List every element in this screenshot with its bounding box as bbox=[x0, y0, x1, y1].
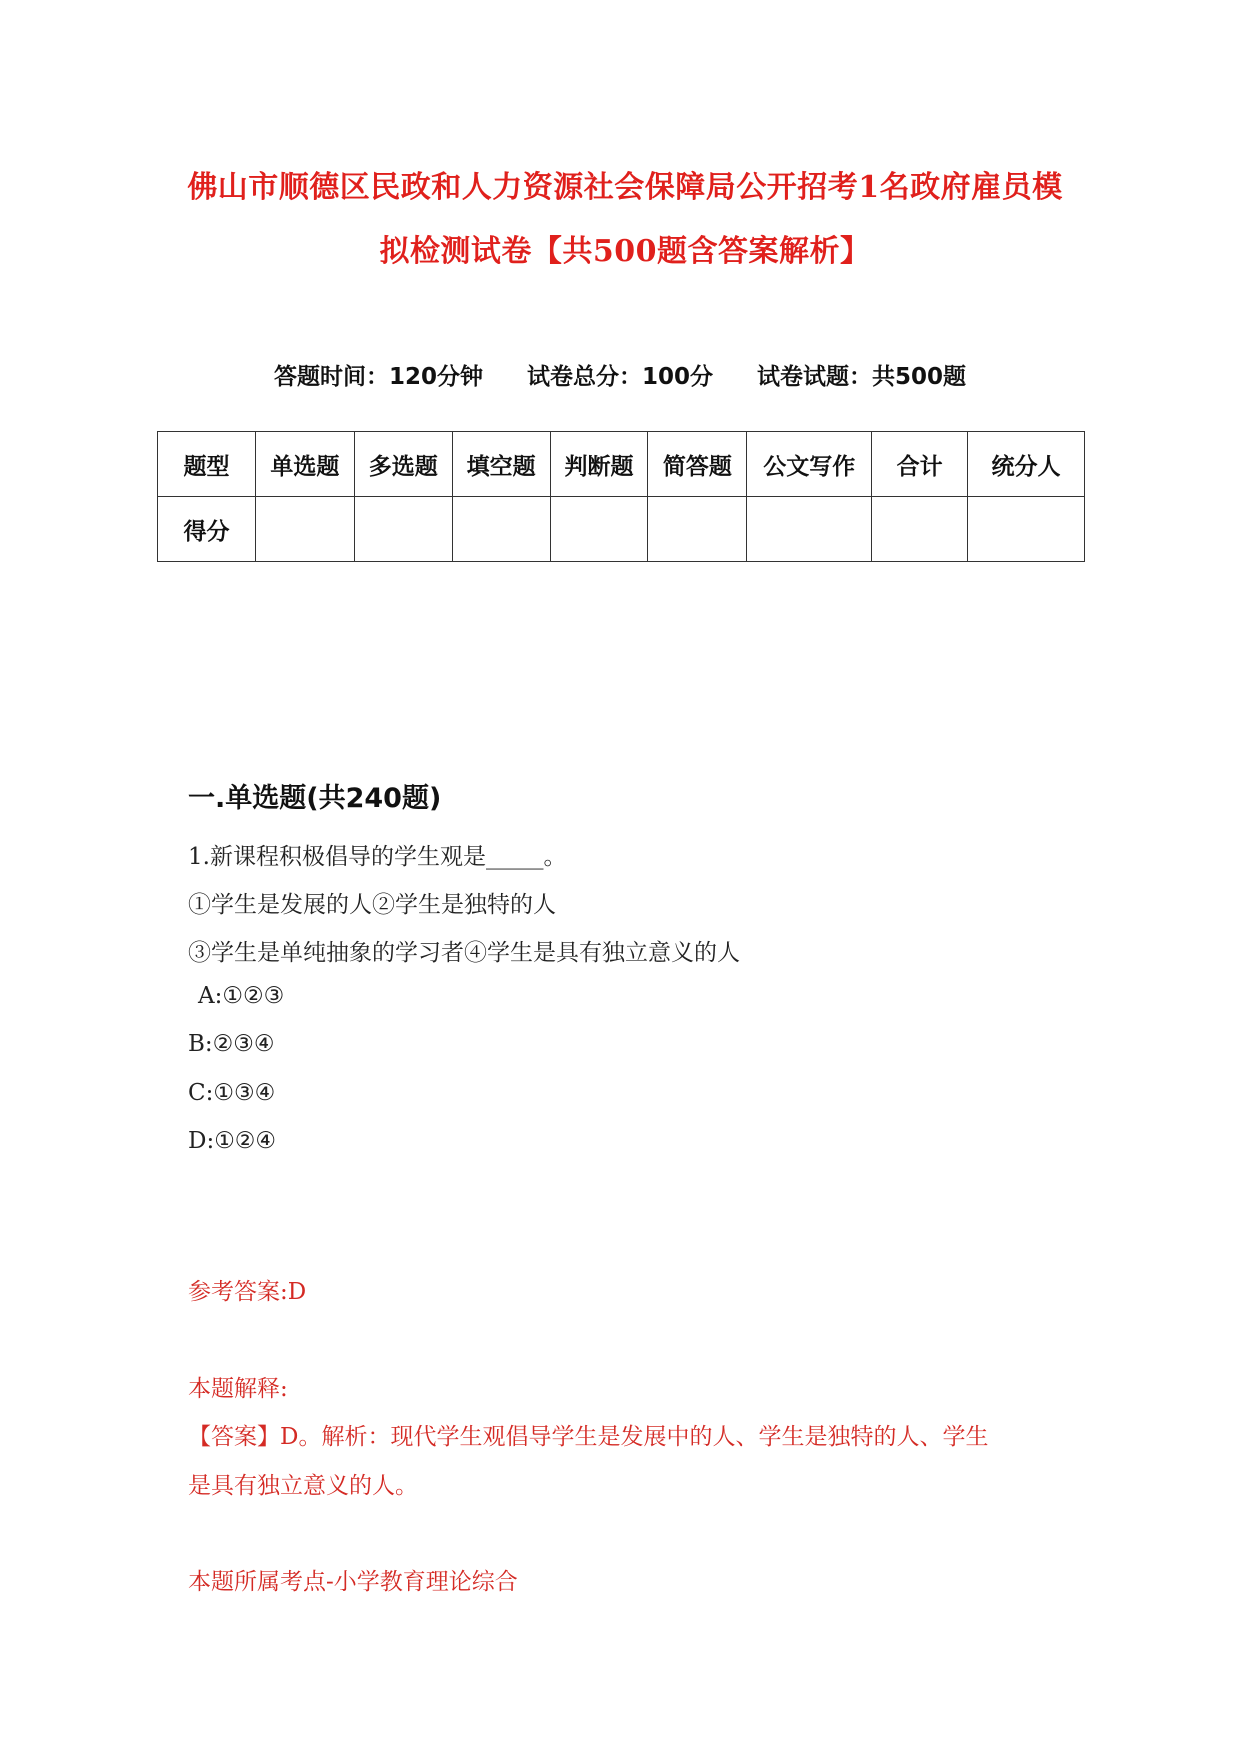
question-statement-1: ①学生是发展的人②学生是独特的人 bbox=[188, 892, 556, 918]
score-cell bbox=[872, 497, 968, 562]
score-row-label: 得分 bbox=[158, 497, 256, 562]
explanation-line-2: 是具有独立意义的人。 bbox=[188, 1473, 418, 1499]
score-cell bbox=[255, 497, 354, 562]
exam-info bbox=[0, 358, 1240, 391]
score-table-header-row bbox=[158, 432, 1085, 497]
document-title-line-1: 佛山市顺德区民政和人力资源社会保障局公开招考1名政府雇员模 bbox=[187, 170, 1063, 205]
score-cell bbox=[968, 497, 1085, 562]
option-d: D:①②④ bbox=[188, 1128, 277, 1154]
reference-answer: 参考答案:D bbox=[188, 1279, 307, 1305]
explanation-line-1: 【答案】D。解析：现代学生观倡导学生是发展中的人、学生是独特的人、学生 bbox=[188, 1424, 989, 1450]
option-a: A:①②③ bbox=[198, 983, 285, 1009]
header-cell-short-answer: 简答题 bbox=[648, 432, 747, 497]
header-cell-official-writing: 公文写作 bbox=[747, 432, 872, 497]
score-cell bbox=[648, 497, 747, 562]
header-cell-scorer: 统分人 bbox=[968, 432, 1085, 497]
score-cell bbox=[550, 497, 648, 562]
score-cell bbox=[354, 497, 452, 562]
exam-question-count: 试卷试题：共500题 bbox=[757, 364, 967, 390]
exam-total-score: 试卷总分：100分 bbox=[526, 364, 713, 390]
question-topic: 本题所属考点-小学教育理论综合 bbox=[188, 1569, 518, 1595]
question-stem: 1.新课程积极倡导的学生观是_____。 bbox=[188, 844, 567, 870]
question-statement-2: ③学生是单纯抽象的学习者④学生是具有独立意义的人 bbox=[188, 940, 740, 966]
score-table-score-row bbox=[158, 497, 1085, 562]
document-title-line-2: 拟检测试卷【共500题含答案解析】 bbox=[379, 234, 871, 269]
header-cell-single-choice: 单选题 bbox=[255, 432, 354, 497]
exam-time: 答题时间：120分钟 bbox=[273, 364, 483, 390]
section-heading: 一.单选题(共240题) bbox=[188, 783, 442, 814]
header-cell-fill-blank: 填空题 bbox=[452, 432, 550, 497]
score-cell bbox=[452, 497, 550, 562]
option-c: C:①③④ bbox=[188, 1080, 276, 1106]
score-table bbox=[157, 431, 1085, 562]
header-cell-true-false: 判断题 bbox=[550, 432, 648, 497]
header-cell-multiple-choice: 多选题 bbox=[354, 432, 452, 497]
header-cell-total: 合计 bbox=[872, 432, 968, 497]
header-cell-type: 题型 bbox=[158, 432, 256, 497]
score-cell bbox=[747, 497, 872, 562]
option-b: B:②③④ bbox=[188, 1031, 275, 1057]
explanation-title: 本题解释: bbox=[188, 1376, 288, 1402]
